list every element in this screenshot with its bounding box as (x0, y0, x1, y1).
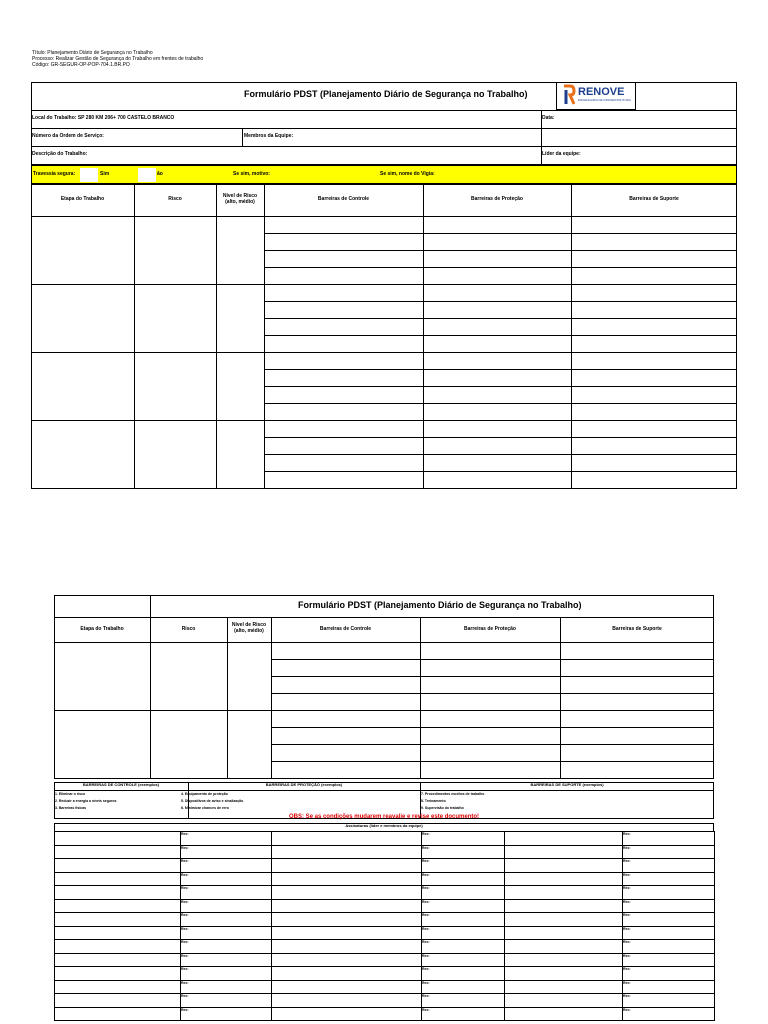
signature-cell[interactable] (623, 832, 715, 846)
col-suporte: Barreiras de Suporte (629, 196, 679, 202)
signature-cell[interactable] (505, 926, 623, 940)
signature-label: Rec: (623, 994, 631, 998)
signature-cell[interactable] (505, 1007, 623, 1021)
signature-cell[interactable] (272, 899, 422, 913)
signature-cell[interactable] (55, 967, 181, 981)
signature-cell[interactable] (505, 845, 623, 859)
signature-cell[interactable] (505, 980, 623, 994)
signature-cell[interactable] (181, 994, 272, 1008)
team-members-field[interactable]: Membros da Equipe: (244, 133, 294, 139)
signature-label: Rec: (623, 872, 631, 877)
p2-col-controle: Barreiras de Controle (319, 626, 372, 632)
signature-cell[interactable] (422, 913, 505, 927)
signature-cell[interactable] (272, 832, 422, 846)
form2-title: Formulário PDST (Planejamento Diário de Segurança no Trabalho) (298, 600, 582, 610)
signature-cell[interactable] (422, 980, 505, 994)
signature-row (55, 994, 715, 1008)
signature-cell[interactable] (505, 967, 623, 981)
signature-cell[interactable] (505, 953, 623, 967)
signature-label: Rec: (181, 872, 189, 877)
signature-cell[interactable] (623, 967, 715, 981)
signature-label: Rec: (623, 926, 631, 931)
signature-row (55, 913, 715, 927)
signature-cell[interactable] (623, 899, 715, 913)
signature-row (55, 886, 715, 900)
signature-cell[interactable] (272, 845, 422, 859)
signature-cell[interactable] (181, 859, 272, 873)
signature-label: Rec: (623, 859, 631, 863)
signature-cell[interactable] (505, 859, 623, 873)
logo-icon (562, 84, 576, 106)
signature-cell[interactable] (623, 953, 715, 967)
signature-label: Rec: (623, 940, 631, 944)
suporte-examples-header: BARREIRAS DE SUPORTE (exemplos) (530, 782, 604, 787)
signature-cell[interactable] (55, 872, 181, 886)
signature-row (55, 899, 715, 913)
signature-cell[interactable] (55, 913, 181, 927)
signature-cell[interactable] (181, 886, 272, 900)
signature-cell[interactable] (505, 872, 623, 886)
signature-cell[interactable] (422, 832, 505, 846)
signature-cell[interactable] (272, 953, 422, 967)
signature-cell[interactable] (55, 953, 181, 967)
signature-label: Rec: (623, 899, 631, 904)
document-header (32, 50, 203, 68)
signature-cell[interactable] (422, 859, 505, 873)
signature-cell[interactable] (505, 886, 623, 900)
signature-label: Rec: (181, 859, 189, 863)
signature-label: Rec: (181, 940, 189, 944)
signature-row (55, 872, 715, 886)
logo-subtext: ENGENHARIA DE INFRAESTRUTURA (578, 98, 631, 102)
signature-label: Rec: (422, 913, 430, 917)
signature-cell[interactable] (422, 953, 505, 967)
signature-cell[interactable] (272, 886, 422, 900)
signature-cell[interactable] (422, 994, 505, 1008)
signature-cell[interactable] (623, 913, 715, 927)
signature-cell[interactable] (181, 953, 272, 967)
signature-cell[interactable] (623, 926, 715, 940)
signature-cell[interactable] (272, 913, 422, 927)
doc-title-line: Título: Planejamento Diário de Segurança no Trabalho (32, 50, 153, 56)
signature-label: Rec: (422, 1007, 430, 1012)
safe-crossing-label: Travessia segura: (33, 171, 76, 177)
signature-label: Rec: (181, 967, 189, 971)
signature-cell[interactable] (55, 926, 181, 940)
signature-cell[interactable] (505, 913, 623, 927)
signature-label: Rec: (422, 926, 430, 931)
signature-cell[interactable] (55, 859, 181, 873)
col-risco: Risco (168, 196, 182, 202)
signature-label: Rec: (181, 926, 189, 931)
signature-cell[interactable] (55, 994, 181, 1008)
signature-cell[interactable] (181, 832, 272, 846)
description-field[interactable]: Descrição do Trabalho: (32, 151, 88, 157)
p2-col-protecao: Barreiras de Proteção (464, 626, 516, 632)
signature-cell[interactable] (55, 1007, 181, 1021)
signature-label: Rec: (181, 980, 189, 985)
signature-label: Rec: (422, 953, 430, 958)
signature-row (55, 953, 715, 967)
signature-cell[interactable] (623, 1007, 715, 1021)
col-nivel: Nível de Risco (alto, médio) (222, 193, 258, 205)
lookout-name-field[interactable]: Se sim, nome do Vigia: (380, 171, 435, 177)
signature-cell[interactable] (623, 859, 715, 873)
signature-label: Rec: (623, 953, 631, 958)
p2-col-etapa: Etapa do Trabalho (80, 626, 124, 632)
signature-label: Rec: (623, 832, 631, 836)
form1-body-table (31, 216, 737, 489)
form1-row2-table (31, 128, 737, 147)
protecao-examples-header: BARREIRAS DE PROTEÇÃO (exemplos) (265, 782, 343, 787)
signature-cell[interactable] (55, 886, 181, 900)
signature-label: Rec: (623, 886, 631, 890)
signature-cell[interactable] (272, 994, 422, 1008)
signature-label: Rec: (623, 913, 631, 917)
logo-text: RENOVE (578, 86, 625, 98)
obs-warning: OBS: Se as condições mudarem reavalie e revise este documento! (288, 814, 480, 820)
signature-cell[interactable] (623, 980, 715, 994)
table-row (32, 217, 737, 234)
signature-cell[interactable] (422, 899, 505, 913)
signature-cell[interactable] (181, 940, 272, 954)
signature-row (55, 1007, 715, 1021)
signature-cell[interactable] (422, 845, 505, 859)
signature-cell[interactable] (272, 940, 422, 954)
signature-label: Rec: (181, 913, 189, 917)
form1-row3-table (31, 146, 737, 165)
table-row (32, 421, 737, 438)
signature-label: Rec: (181, 994, 189, 998)
signature-cell[interactable] (181, 872, 272, 886)
signature-cell[interactable] (505, 899, 623, 913)
nao-checkbox[interactable] (138, 168, 156, 182)
signature-row (55, 980, 715, 994)
date-field[interactable]: Data: (542, 115, 555, 121)
signature-label: Rec: (623, 1007, 631, 1012)
form2-body-table (54, 642, 714, 779)
p2-col-suporte: Barreiras de Suporte (612, 626, 662, 632)
signature-row (55, 832, 715, 846)
signature-cell[interactable] (55, 832, 181, 846)
signature-cell[interactable] (181, 980, 272, 994)
col-protecao: Barreiras de Proteção (471, 196, 523, 202)
protecao-examples-list: 4. Equipamento de proteção 5. Dispositivos de aviso e sinalização 6. Minimizar chances de erro (181, 792, 244, 810)
reason-field[interactable]: Se sim, motivo: (233, 171, 270, 177)
signature-cell[interactable] (272, 967, 422, 981)
signature-cell[interactable] (181, 899, 272, 913)
col-etapa: Etapa do Trabalho (60, 196, 105, 202)
signature-cell[interactable] (272, 980, 422, 994)
signatures-table (54, 831, 715, 1021)
sim-label: Sim (100, 171, 110, 177)
service-order-field[interactable]: Número da Ordem de Serviço: (32, 133, 104, 139)
signature-cell[interactable] (422, 886, 505, 900)
controle-examples-header: BARREIRAS DE CONTROLE (exemplos) (82, 782, 160, 787)
signature-cell[interactable] (422, 1007, 505, 1021)
signature-cell[interactable] (422, 872, 505, 886)
table-row (32, 285, 737, 302)
signature-cell[interactable] (181, 967, 272, 981)
controle-examples-list: 1. Eliminar o risco 2. Reduzir a energia a níveis seguros 3. Barreiras físicas (55, 792, 117, 810)
p2-col-nivel: Nível de Risco (alto, médio) (231, 622, 267, 634)
signature-cell[interactable] (623, 872, 715, 886)
signature-row (55, 967, 715, 981)
team-leader-field[interactable]: Líder da equipe: (542, 151, 581, 157)
signature-cell[interactable] (422, 940, 505, 954)
signature-cell[interactable] (505, 832, 623, 846)
signature-label: Rec: (422, 859, 430, 863)
signature-cell[interactable] (422, 926, 505, 940)
sim-checkbox[interactable] (80, 168, 98, 182)
signature-label: Rec: (422, 940, 430, 944)
signature-label: Rec: (422, 994, 430, 998)
signature-label: Rec: (422, 832, 430, 836)
signature-label: Rec: (181, 953, 189, 958)
signature-cell[interactable] (422, 967, 505, 981)
local-field[interactable]: Local do Trabalho: SP 280 KM 206+ 700 CASTELO BRANCO (32, 115, 175, 121)
signature-cell[interactable] (272, 872, 422, 886)
signature-label: Rec: (422, 899, 430, 904)
signature-cell[interactable] (623, 940, 715, 954)
signature-label: Rec: (422, 886, 430, 890)
signature-cell[interactable] (505, 994, 623, 1008)
signature-label: Rec: (623, 845, 631, 850)
signature-row (55, 845, 715, 859)
signature-cell[interactable] (272, 926, 422, 940)
signature-label: Rec: (181, 832, 189, 836)
form1-title: Formulário PDST (Planejamento Diário de Segurança no Trabalho) (244, 89, 528, 99)
signature-cell[interactable] (272, 859, 422, 873)
col-controle: Barreiras de Controle (317, 196, 370, 202)
doc-code-line: Código: GR-SEGUR-OP-POP-704.1.BR.PO (32, 62, 130, 68)
signature-label: Rec: (422, 980, 430, 985)
signature-cell[interactable] (181, 926, 272, 940)
signature-cell[interactable] (623, 845, 715, 859)
signature-label: Rec: (181, 886, 189, 890)
signature-cell[interactable] (55, 940, 181, 954)
signature-cell[interactable] (181, 845, 272, 859)
nao-label: ão (157, 171, 163, 177)
table-row (55, 711, 714, 728)
signature-label: Rec: (623, 967, 631, 971)
signature-cell[interactable] (181, 913, 272, 927)
signatures-header: Assinaturas (líder e membros da equipe) (345, 823, 423, 828)
signature-cell[interactable] (55, 845, 181, 859)
signature-row (55, 859, 715, 873)
signature-label: Rec: (181, 1007, 189, 1012)
signature-label: Rec: (181, 899, 189, 904)
p2-col-risco: Risco (181, 626, 196, 632)
signature-label: Rec: (422, 845, 430, 850)
signature-cell[interactable] (623, 994, 715, 1008)
signature-label: Rec: (422, 967, 430, 971)
signature-cell[interactable] (272, 1007, 422, 1021)
signature-cell[interactable] (181, 1007, 272, 1021)
signature-cell[interactable] (623, 886, 715, 900)
signature-cell[interactable] (55, 899, 181, 913)
table-row (32, 353, 737, 370)
table-row (55, 643, 714, 660)
signature-label: Rec: (623, 980, 631, 985)
signature-row (55, 940, 715, 954)
signature-label: Rec: (181, 845, 189, 850)
suporte-examples-list: 7. Procedimentos escritos de trabalho 8. Treinamento 9. Supervisão do trabalho (421, 792, 485, 810)
signature-label: Rec: (422, 872, 430, 877)
doc-process-line: Processo: Realizar Gestão de Segurança do Trabalho em frentes de trabalho (32, 56, 204, 62)
signature-cell[interactable] (505, 940, 623, 954)
signature-row (55, 926, 715, 940)
signature-cell[interactable] (55, 980, 181, 994)
